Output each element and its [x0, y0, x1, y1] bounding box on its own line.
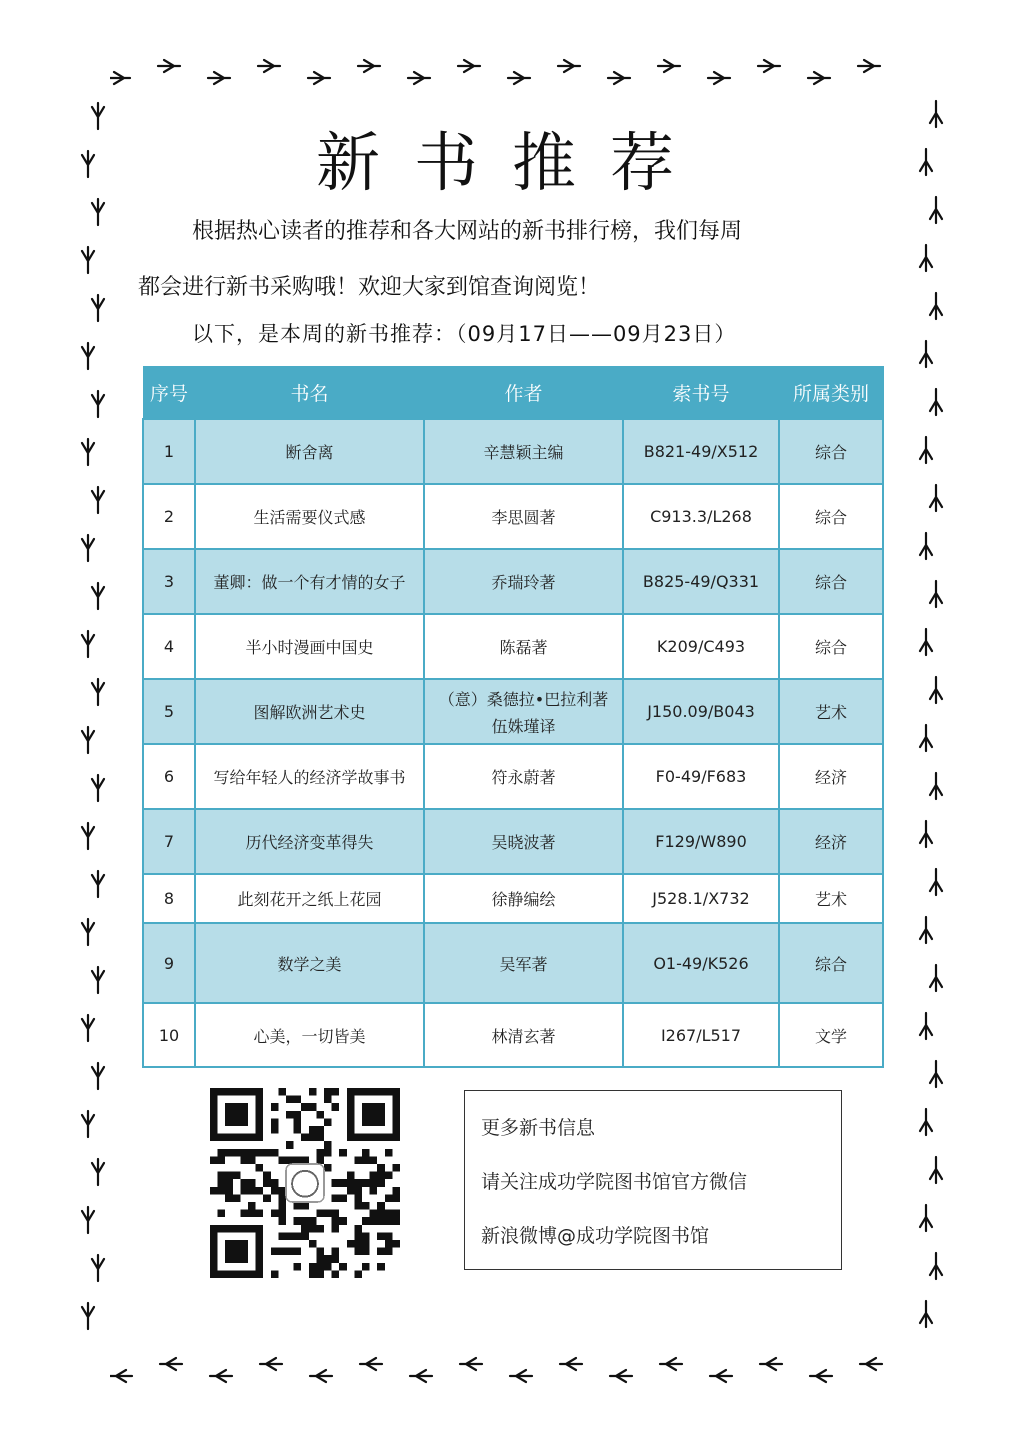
- cell-title: 心美，一切皆美: [195, 1003, 424, 1067]
- bottom-footprint-border: [110, 1350, 920, 1390]
- book-table: [142, 366, 884, 1068]
- cell-no: 3: [143, 549, 195, 614]
- page-title: 新书推荐: [316, 127, 708, 201]
- cell-author: 乔瑞玲著: [424, 549, 623, 614]
- header-author: 作者: [424, 367, 623, 420]
- table-row: [143, 874, 883, 923]
- header-title: 书名: [195, 367, 424, 420]
- cell-title: 董卿：做一个有才情的女子: [195, 549, 424, 614]
- table-row: [143, 744, 883, 809]
- header-no: 序号: [143, 367, 195, 420]
- cell-author: 陈磊著: [424, 614, 623, 679]
- cell-author: 林清玄著: [424, 1003, 623, 1067]
- intro-line-1: 根据热心读者的推荐和各大网站的新书排行榜，我们每周: [192, 219, 743, 244]
- info-line-1: 更多新书信息: [481, 1117, 596, 1139]
- cell-category: 综合: [779, 484, 883, 549]
- table-row: [143, 923, 883, 1003]
- cell-category: 综合: [779, 614, 883, 679]
- cell-title: 图解欧洲艺术史: [195, 679, 424, 744]
- cell-category: 综合: [779, 419, 883, 484]
- cell-call-number: K209/C493: [623, 614, 779, 679]
- cell-author: 吴军著: [424, 923, 623, 1003]
- cell-no: 1: [143, 419, 195, 484]
- left-footprint-border: [76, 95, 116, 1350]
- recommend-period: 以下，是本周的新书推荐：（09月17日——09月23日）: [192, 322, 737, 346]
- cell-category: 综合: [779, 549, 883, 614]
- cell-no: 9: [143, 923, 195, 1003]
- cell-title: 历代经济变革得失: [195, 809, 424, 874]
- cell-category: 经济: [779, 809, 883, 874]
- intro-line-2: 都会进行新书采购哦！欢迎大家到馆查询阅览！: [138, 275, 601, 300]
- cell-title: 生活需要仪式感: [195, 484, 424, 549]
- cell-category: 艺术: [779, 874, 883, 923]
- cell-title: 断舍离: [195, 419, 424, 484]
- cell-title: 半小时漫画中国史: [195, 614, 424, 679]
- table-row: [143, 1003, 883, 1067]
- cell-call-number: C913.3/L268: [623, 484, 779, 549]
- table-row: [143, 549, 883, 614]
- table-row: [143, 614, 883, 679]
- cell-call-number: J528.1/X732: [623, 874, 779, 923]
- cell-author-line-1: （意）桑德拉•巴拉利著: [438, 689, 609, 709]
- cell-title: 数学之美: [195, 923, 424, 1003]
- cell-no: 5: [143, 679, 195, 744]
- cell-author: 吴晓波著: [424, 809, 623, 874]
- cell-author: [424, 679, 623, 744]
- table-row: [143, 419, 883, 484]
- cell-category: 经济: [779, 744, 883, 809]
- intro-text: [138, 204, 898, 316]
- right-footprint-border: [914, 95, 954, 1350]
- cell-category: 综合: [779, 923, 883, 1003]
- cell-call-number: O1-49/K526: [623, 923, 779, 1003]
- more-info-box: [464, 1090, 842, 1270]
- cell-call-number: F0-49/F683: [623, 744, 779, 809]
- cell-call-number: F129/W890: [623, 809, 779, 874]
- cell-no: 8: [143, 874, 195, 923]
- table-row: [143, 679, 883, 744]
- cell-call-number: J150.09/B043: [623, 679, 779, 744]
- table-header-row: [143, 367, 883, 420]
- cell-author-line-2: 伍姝瑾译: [491, 716, 556, 736]
- cell-title: 写给年轻人的经济学故事书: [195, 744, 424, 809]
- cell-call-number: I267/L517: [623, 1003, 779, 1067]
- cell-author: 符永蔚著: [424, 744, 623, 809]
- cell-no: 2: [143, 484, 195, 549]
- header-call-number: 索书号: [623, 367, 779, 420]
- cell-title: 此刻花开之纸上花园: [195, 874, 424, 923]
- cell-no: 10: [143, 1003, 195, 1067]
- info-line-3: 新浪微博@成功学院图书馆: [481, 1225, 710, 1247]
- cell-call-number: B821-49/X512: [623, 419, 779, 484]
- top-footprint-border: [110, 52, 920, 92]
- cell-no: 4: [143, 614, 195, 679]
- table-row: [143, 484, 883, 549]
- qr-code: [210, 1088, 400, 1278]
- table-row: [143, 809, 883, 874]
- cell-author: 辛慧颖主编: [424, 419, 623, 484]
- cell-no: 7: [143, 809, 195, 874]
- cell-category: 文学: [779, 1003, 883, 1067]
- info-line-2: 请关注成功学院图书馆官方微信: [481, 1171, 748, 1193]
- cell-author: 徐静编绘: [424, 874, 623, 923]
- cell-call-number: B825-49/Q331: [623, 549, 779, 614]
- cell-no: 6: [143, 744, 195, 809]
- cell-category: 艺术: [779, 679, 883, 744]
- cell-author: 李思圆著: [424, 484, 623, 549]
- header-category: 所属类别: [779, 367, 883, 420]
